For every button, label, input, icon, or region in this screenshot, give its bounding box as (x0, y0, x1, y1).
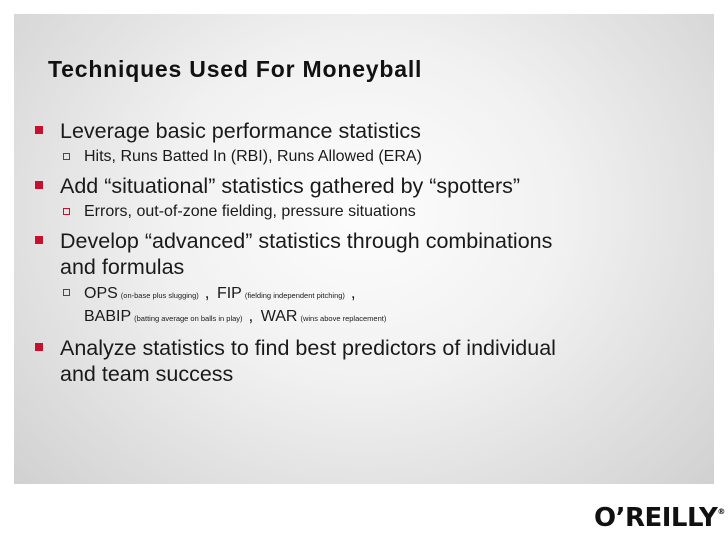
bullet-text-line-2: and team success (60, 362, 234, 386)
bullet-item (28, 173, 648, 222)
square-bullet-icon (35, 343, 43, 351)
hollow-square-bullet-icon (63, 208, 70, 215)
sub-bullet-item (60, 147, 648, 167)
square-bullet-icon (35, 236, 43, 244)
stat-war-note: (wins above replacement) (300, 314, 387, 323)
hollow-square-bullet-icon (63, 153, 70, 160)
logo-text: O’REILLY (594, 503, 718, 533)
oreilly-logo (594, 503, 725, 533)
hollow-square-bullet-icon (63, 289, 70, 296)
bullet-item (28, 118, 648, 167)
stat-fip-note: (fielding independent pitching) (244, 291, 345, 300)
bullet-list (28, 118, 648, 390)
bullet-item (28, 228, 648, 329)
sub-bullet-list (60, 202, 648, 222)
stat-babip: BABIP (84, 308, 132, 325)
sub-bullet-text: Hits, Runs Batted In (RBI), Runs Allowed (ERA) (84, 148, 422, 165)
bullet-text-line-1: Develop “advanced” statistics through combinations (60, 229, 553, 253)
registered-mark: ® (717, 507, 725, 516)
slide-title: Techniques Used For Moneyball (48, 56, 423, 82)
stat-fip: FIP (216, 285, 242, 302)
stat-ops: OPS (84, 285, 118, 302)
sub-bullet-item (60, 202, 648, 222)
separator: , (204, 283, 210, 302)
square-bullet-icon (35, 126, 43, 134)
separator: , (350, 283, 356, 302)
stat-ops-note: (on-base plus slugging) (120, 291, 199, 300)
bullet-text-line-1: Analyze statistics to find best predictors of individual (60, 336, 556, 360)
stat-war: WAR (260, 308, 298, 325)
sub-bullet-text: Errors, out-of-zone fielding, pressure situations (84, 203, 416, 220)
square-bullet-icon (35, 181, 43, 189)
bullet-text: Leverage basic performance statistics (60, 119, 421, 143)
bullet-item (28, 335, 648, 387)
bullet-text: Add “situational” statistics gathered by “spotters” (60, 174, 521, 198)
separator: , (248, 306, 254, 325)
sub-bullet-list (60, 283, 648, 329)
stat-babip-note: (batting average on balls in play) (134, 314, 243, 323)
bullet-text-line-2: and formulas (60, 255, 185, 279)
sub-bullet-item (60, 283, 648, 329)
sub-bullet-list (60, 147, 648, 167)
